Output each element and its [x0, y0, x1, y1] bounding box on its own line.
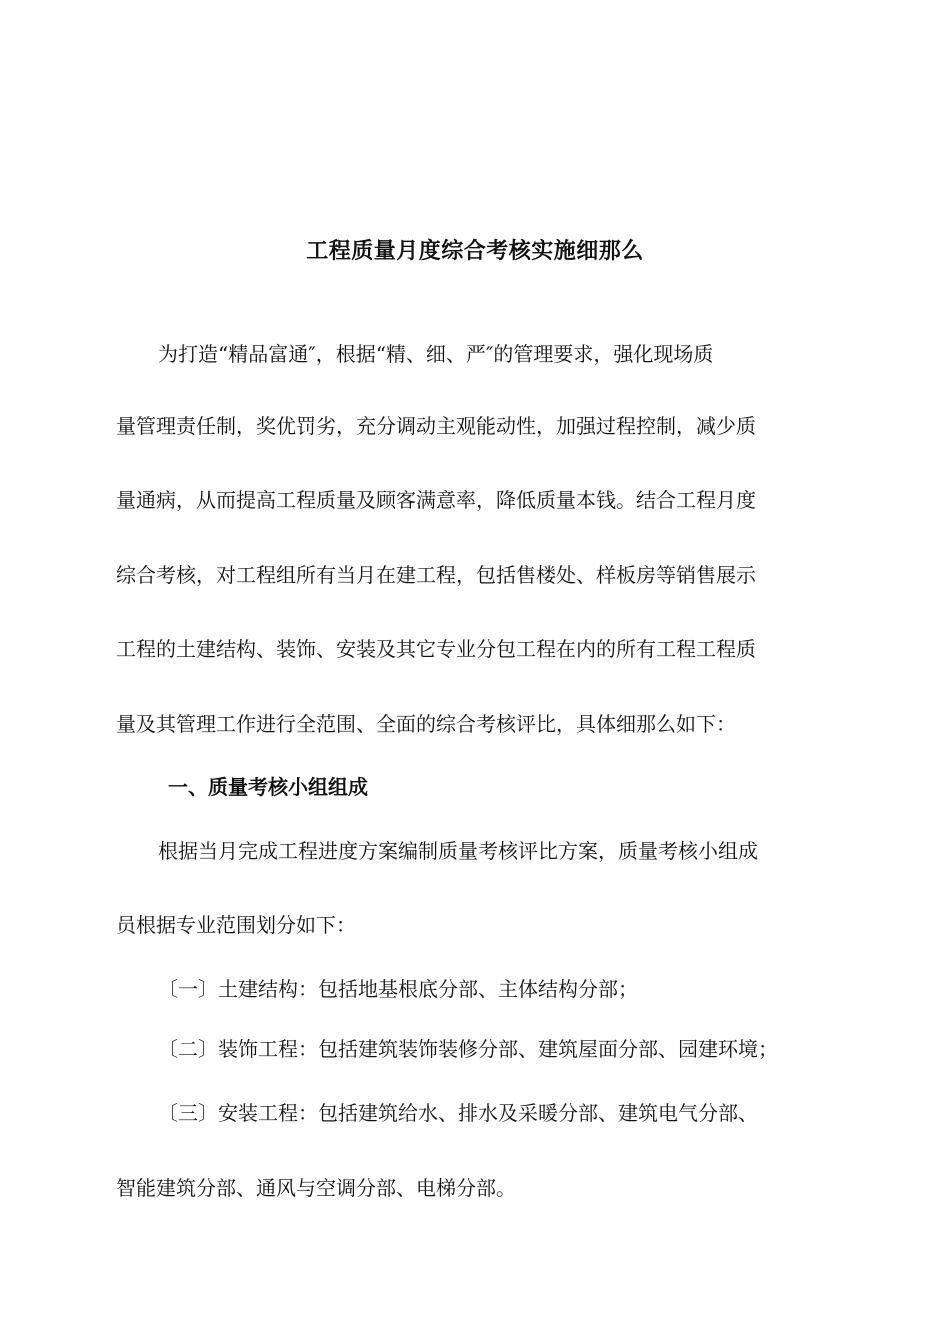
intro-line: 工程的土建结构、装饰、安装及其它专业分包工程在内的所有工程工程质	[116, 637, 756, 661]
list-item-continuation: 智能建筑分部、通风与空调分部、电梯分部。	[116, 1176, 516, 1200]
list-item: 〔三〕安装工程：包括建筑给水、排水及采暖分部、建筑电气分部、	[158, 1101, 758, 1125]
intro-line: 量管理责任制，奖优罚劣，充分调动主观能动性，加强过程控制，减少质	[116, 414, 756, 438]
section-paragraph-line: 员根据专业范围划分如下：	[116, 913, 356, 937]
section-paragraph-line: 根据当月完成工程进度方案编制质量考核评比方案，质量考核小组成	[158, 839, 758, 863]
list-item: 〔一〕土建结构：包括地基根底分部、主体结构分部；	[158, 977, 638, 1001]
intro-line: 为打造“精品富通″，根据“精、细、严″的管理要求，强化现场质	[158, 342, 714, 366]
intro-line: 量通病，从而提高工程质量及顾客满意率，降低质量本钱。结合工程月度	[116, 488, 756, 512]
list-item: 〔二〕装饰工程：包括建筑装饰装修分部、建筑屋面分部、园建环境；	[158, 1037, 778, 1061]
section-heading: 一、质量考核小组组成	[168, 775, 368, 799]
intro-line: 综合考核，对工程组所有当月在建工程，包括售楼处、样板房等销售展示	[116, 563, 756, 587]
intro-line: 量及其管理工作进行全范围、全面的综合考核评比，具体细那么如下：	[116, 712, 736, 736]
document-title: 工程质量月度综合考核实施细那么	[306, 238, 644, 264]
